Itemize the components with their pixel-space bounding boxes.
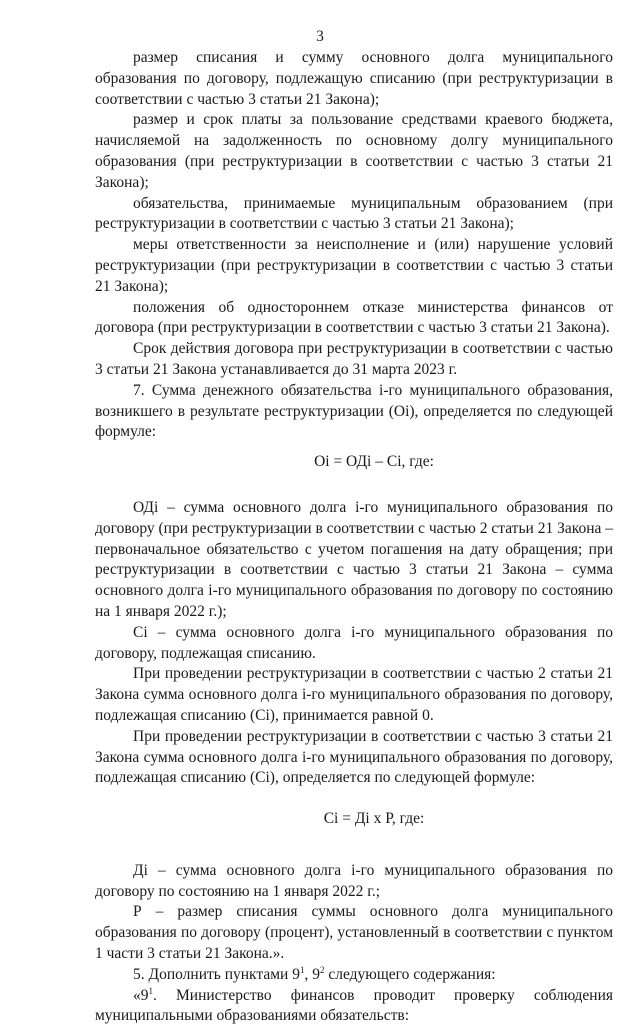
paragraph-11: При проведении реструктуризации в соответствии с частью 3 статьи 21 Закона сумма основного долга i-го муниципального образования по договору, подлежащая списанию (Сi), определяется по следующей формуле: bbox=[95, 727, 613, 787]
paragraph-15-text-b: . Министерство финансов проводит проверку соблюдения муниципальными образованиями обязательств: bbox=[95, 986, 613, 1025]
paragraph-3: обязательства, принимаемые муниципальным образованием (при реструктуризации в соответствии с частью 3 статьи 21 Закона); bbox=[95, 194, 613, 233]
superscript-1: 1 bbox=[299, 964, 305, 975]
paragraph-8: ОДi – сумма основного долга i-го муниципального образования по договору (при реструктуризации в соответствии с частью 2 статьи 21 Закона – первоначальное обязательство с учетом погашения на дату обращения; при реструктуризации в соответствии с частью 3 статьи 21 Закона – сумма основного долга i-го муниципального образования по договору по состоянию на 1 января 2022 г.); bbox=[95, 498, 614, 620]
paragraph-13: Р – размер списания суммы основного долга муниципального образования по договору (процент), установленный в соответствии с пунктом 1 части 3 статьи 21 Закона.». bbox=[95, 903, 613, 963]
paragraph-9: Сi – сумма основного долга i-го муниципального образования по договору, подлежащая списанию. bbox=[95, 623, 613, 662]
paragraph-1: размер списания и сумму основного долга муниципального образования по договору, подлежащую списанию (при реструктуризации в соответствии с частью 3 статьи 21 Закона); bbox=[95, 49, 613, 108]
paragraph-5: положения об одностороннем отказе министерства финансов от договора (при реструктуризации в соответствии с частью 3 статьи 21 Закона). bbox=[95, 298, 613, 337]
paragraph-6: Срок действия договора при реструктуризации в соответствии с частью 3 статьи 21 Закона устанавливается до 31 марта 2023 г. bbox=[95, 340, 613, 378]
paragraph-14-text-b: , 9 bbox=[304, 965, 320, 983]
paragraph-14-text-c: следующего содержания: bbox=[324, 965, 496, 983]
paragraph-2: размер и срок платы за пользование средствами краевого бюджета, начисляемой на задолженность по основному долгу муниципального образования (при реструктуризации в соответствии с частью 3 статьи 21 Закона); bbox=[95, 111, 613, 191]
paragraph-15-text-a: «9 bbox=[133, 986, 149, 1004]
paragraph-14 bbox=[95, 965, 613, 986]
superscript-3: 1 bbox=[148, 985, 153, 996]
superscript-2: 2 bbox=[319, 964, 325, 975]
paragraph-7: 7. Сумма денежного обязательства i-го муниципального образования, возникшего в результате реструктуризации (Оi), определяется по следующей формуле: bbox=[95, 381, 613, 441]
formula-1: Оi = ОДi – Сi, где: bbox=[314, 453, 434, 471]
document-body bbox=[95, 48, 613, 1027]
paragraph-4: меры ответственности за неисполнение и (или) нарушение условий реструктуризации (при реструктуризации в соответствии с частью 3 статьи 21 Закона); bbox=[95, 236, 613, 295]
paragraph-15 bbox=[95, 986, 613, 1027]
paragraph-10: При проведении реструктуризации в соответствии с частью 2 статьи 21 Закона сумма основного долга i-го муниципального образования по договору, подлежащая списанию (Сi), принимается равной 0. bbox=[95, 665, 613, 724]
paragraph-14-text-a: 5. Дополнить пунктами 9 bbox=[133, 965, 300, 983]
page-number: 3 bbox=[316, 28, 324, 45]
paragraph-12: Дi – сумма основного долга i-го муниципального образования по договору по состоянию на 1 января 2022 г.; bbox=[95, 861, 613, 900]
formula-2: Сi = Дi х Р, где: bbox=[323, 810, 425, 828]
